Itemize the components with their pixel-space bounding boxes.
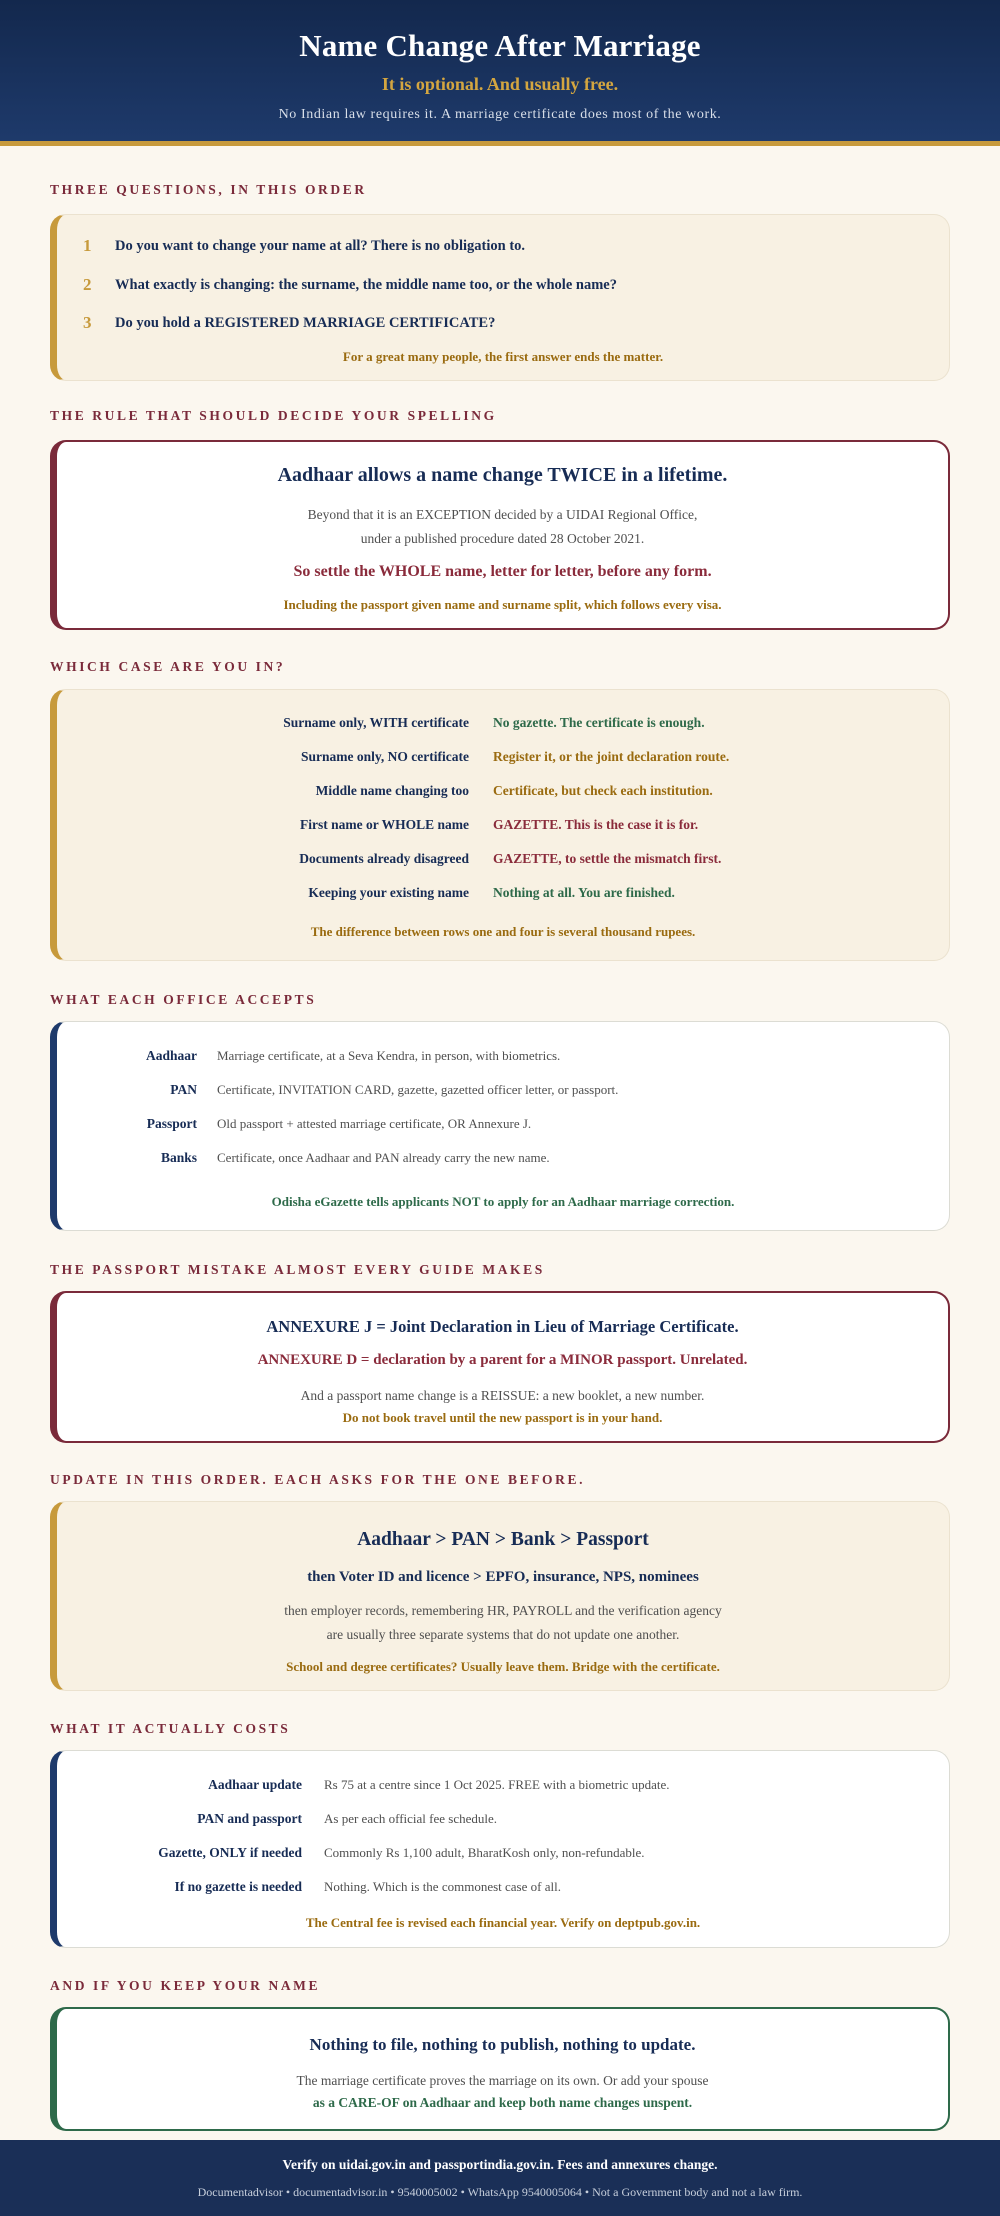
order-footnote: School and degree certificates? Usually leave them. Bridge with the certificate. — [286, 1659, 720, 1674]
case-label: Surname only, NO certificate — [301, 749, 469, 764]
page-subtitle: It is optional. And usually free. — [381, 74, 619, 94]
questions-card — [50, 214, 950, 381]
rule-line-1: Beyond that it is an EXCEPTION decided by a UIDAI Regional Office, — [307, 507, 698, 522]
question-number: 2 — [83, 275, 92, 294]
office-accepts: Certificate, once Aadhaar and PAN already carry the new name. — [217, 1150, 550, 1165]
cost-value: Nothing. Which is the commonest case of all. — [324, 1879, 561, 1894]
costs-footnote: The Central fee is revised each financial year. Verify on deptpub.gov.in. — [305, 1915, 701, 1930]
keep-line-1: The marriage certificate proves the marriage on its own. Or add your spouse — [296, 2073, 709, 2088]
case-answer: No gazette. The certificate is enough. — [493, 715, 705, 730]
offices-section — [50, 992, 950, 1209]
passport-line-2: ANNEXURE D = declaration by a parent for a MINOR passport. Unrelated. — [257, 1352, 748, 1368]
office-row — [57, 1150, 949, 1166]
cases-card — [50, 689, 950, 961]
case-row — [57, 885, 949, 901]
passport-line-1: ANNEXURE J = Joint Declaration in Lieu of Marriage Certificate. — [266, 1317, 739, 1336]
question-number: 3 — [83, 313, 92, 332]
cost-value: Rs 75 at a centre since 1 Oct 2025. FREE with a biometric update. — [324, 1777, 670, 1792]
case-label: Middle name changing too — [315, 783, 469, 798]
case-label: Documents already disagreed — [299, 851, 469, 866]
question-text: Do you want to change your name at all? There is no obligation to. — [115, 237, 526, 254]
page-footer — [0, 2140, 1000, 2216]
keep-card — [50, 2007, 950, 2131]
section-title: WHAT IT ACTUALLY COSTS — [50, 1721, 291, 1736]
office-accepts: Marriage certificate, at a Seva Kendra, in person, with biometrics. — [217, 1048, 561, 1063]
cost-item: Gazette, ONLY if needed — [158, 1845, 302, 1860]
costs-section — [50, 1721, 950, 1930]
costs-card — [50, 1750, 950, 1948]
rule-emphasis: So settle the WHOLE name, letter for letter, before any form. — [293, 563, 712, 580]
rule-footnote: Including the passport given name and surname split, which follows every visa. — [283, 597, 722, 612]
cost-row — [57, 1777, 949, 1793]
case-answer: Certificate, but check each institution. — [493, 783, 713, 798]
cost-row — [57, 1845, 949, 1861]
order-line-2: are usually three separate systems that do not update one another. — [326, 1627, 680, 1642]
section-title: WHAT EACH OFFICE ACCEPTS — [50, 992, 317, 1007]
case-row — [57, 851, 949, 867]
rule-headline: Aadhaar allows a name change TWICE in a lifetime. — [277, 464, 728, 486]
passport-card — [50, 1291, 950, 1443]
case-answer: Nothing at all. You are finished. — [493, 885, 675, 900]
cases-footnote: The difference between rows one and four is several thousand rupees. — [310, 924, 696, 939]
rule-line-2: under a published procedure dated 28 October 2021. — [360, 531, 645, 546]
case-answer: GAZETTE, to settle the mismatch first. — [493, 851, 722, 866]
question-number: 1 — [83, 236, 92, 255]
passport-line-3: And a passport name change is a REISSUE: a new booklet, a new number. — [300, 1388, 705, 1403]
order-headline: Aadhaar > PAN > Bank > Passport — [357, 1529, 649, 1550]
office-row — [57, 1116, 949, 1132]
case-label: Surname only, WITH certificate — [283, 715, 469, 730]
page-header — [0, 0, 1000, 146]
office-name: Passport — [146, 1116, 197, 1131]
footer-verify-note: Verify on uidai.gov.in and passportindia.gov.in. Fees and annexures change. — [282, 2157, 718, 2172]
keep-headline: Nothing to file, nothing to publish, nothing to update. — [309, 2035, 696, 2054]
question-text: Do you hold a REGISTERED MARRIAGE CERTIFICATE? — [115, 314, 496, 331]
offices-footnote: Odisha eGazette tells applicants NOT to apply for an Aadhaar marriage correction. — [271, 1194, 735, 1209]
cost-item: Aadhaar update — [208, 1777, 302, 1792]
case-label: First name or WHOLE name — [300, 817, 469, 832]
cost-value: As per each official fee schedule. — [324, 1811, 498, 1826]
section-title: THE PASSPORT MISTAKE ALMOST EVERY GUIDE MAKES — [50, 1262, 545, 1277]
section-title: WHICH CASE ARE YOU IN? — [50, 659, 286, 674]
case-answer: Register it, or the joint declaration route. — [493, 749, 730, 764]
office-row — [57, 1082, 949, 1098]
order-card — [50, 1501, 950, 1691]
offices-card — [50, 1021, 950, 1231]
case-row — [57, 749, 949, 765]
cost-row — [57, 1811, 949, 1827]
question-item — [83, 313, 495, 333]
passport-line-4: Do not book travel until the new passport is in your hand. — [342, 1410, 663, 1425]
section-title: AND IF YOU KEEP YOUR NAME — [50, 1978, 321, 1993]
case-row — [57, 817, 949, 833]
section-title: THREE QUESTIONS, IN THIS ORDER — [50, 182, 367, 197]
keep-line-2: as a CARE-OF on Aadhaar and keep both name changes unspent. — [312, 2095, 693, 2110]
questions-footnote: For a great many people, the first answer ends the matter. — [342, 349, 664, 364]
case-row — [57, 715, 949, 731]
cost-item: If no gazette is needed — [174, 1879, 302, 1894]
cost-value: Commonly Rs 1,100 adult, BharatKosh only, non-refundable. — [324, 1845, 645, 1860]
page-title: Name Change After Marriage — [299, 28, 701, 63]
case-label: Keeping your existing name — [308, 885, 469, 900]
section-title: UPDATE IN THIS ORDER. EACH ASKS FOR THE ONE BEFORE. — [50, 1472, 586, 1487]
order-section — [50, 1472, 950, 1674]
office-name: Banks — [160, 1150, 197, 1165]
office-name: Aadhaar — [145, 1048, 197, 1063]
office-name: PAN — [170, 1082, 197, 1097]
footer-contact: Documentadvisor • documentadvisor.in • 9540005002 • WhatsApp 9540005064 • Not a Government body and not a law firm. — [197, 2185, 803, 2199]
keep-section — [50, 1978, 950, 2110]
rule-section — [50, 408, 950, 612]
case-row — [57, 783, 949, 799]
question-item — [83, 275, 617, 295]
questions-section — [50, 182, 950, 364]
office-row — [57, 1048, 949, 1064]
cost-row — [57, 1879, 949, 1895]
header-note: No Indian law requires it. A marriage certificate does most of the work. — [278, 107, 722, 122]
passport-section — [50, 1262, 950, 1425]
cost-item: PAN and passport — [197, 1811, 302, 1826]
question-item — [83, 236, 525, 256]
rule-card — [50, 440, 950, 630]
section-title: THE RULE THAT SHOULD DECIDE YOUR SPELLING — [50, 408, 497, 423]
office-accepts: Old passport + attested marriage certificate, OR Annexure J. — [217, 1116, 532, 1131]
order-line-1: then employer records, remembering HR, PAYROLL and the verification agency — [284, 1603, 722, 1618]
office-accepts: Certificate, INVITATION CARD, gazette, gazetted officer letter, or passport. — [217, 1082, 619, 1097]
question-text: What exactly is changing: the surname, the middle name too, or the whole name? — [115, 276, 617, 293]
cases-section — [50, 659, 950, 939]
order-subline: then Voter ID and licence > EPFO, insurance, NPS, nominees — [307, 1569, 699, 1585]
case-answer: GAZETTE. This is the case it is for. — [493, 817, 699, 832]
